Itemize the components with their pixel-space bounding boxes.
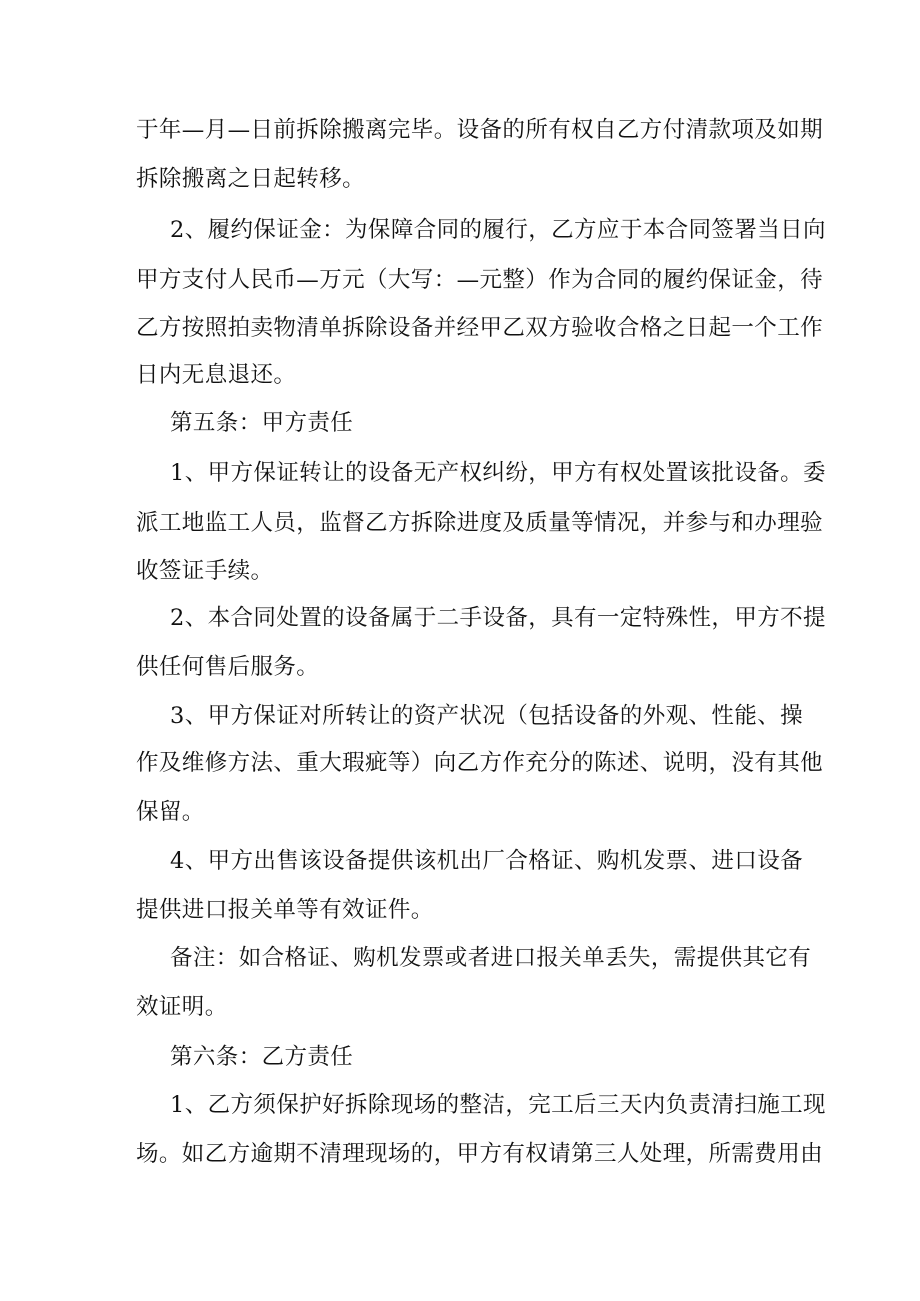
paragraph-start: 3、甲方保证对所转让的资产状况（包括设备的外观、性能、操 (170, 703, 804, 729)
text-line: 乙方按照拍卖物清单拆除设备并经甲乙双方验收合格之日起一个工作 (136, 315, 824, 341)
text-line: 提供进口报关单等有效证件。 (136, 897, 434, 923)
text-line: 于年—月—日前拆除搬离完毕。设备的所有权自乙方付清款项及如期 (136, 117, 824, 143)
text-line: 派工地监工人员，监督乙方拆除进度及质量等情况，并参与和办理验 (136, 510, 824, 536)
paragraph-start: 2、本合同处置的设备属于二手设备，具有一定特殊性，甲方不提 (170, 605, 826, 631)
paragraph-start: 2、履约保证金：为保障合同的履行，乙方应于本合同签署当日向 (170, 217, 826, 243)
text-line: 甲方支付人民币—万元（大写：—元整）作为合同的履约保证金，待 (136, 267, 824, 293)
note-line: 备注：如合格证、购机发票或者进口报关单丢失，需提供其它有 (170, 945, 812, 971)
text-line: 作及维修方法、重大瑕疵等）向乙方作充分的陈述、说明，没有其他 (136, 750, 824, 776)
text-line: 拆除搬离之日起转移。 (136, 166, 366, 192)
text-line: 保留。 (136, 799, 205, 825)
text-line: 日内无息退还。 (136, 362, 297, 388)
paragraph-start: 4、甲方出售该设备提供该机出厂合格证、购机发票、进口设备 (170, 848, 804, 874)
text-line: 收签证手续。 (136, 558, 274, 584)
text-line: 效证明。 (136, 994, 228, 1020)
paragraph-start: 1、乙方须保护好拆除现场的整洁，完工后三天内负责清扫施工现 (170, 1092, 826, 1118)
text-line: 供任何售后服务。 (136, 654, 320, 680)
section-heading: 第六条：乙方责任 (170, 1044, 354, 1070)
section-heading: 第五条：甲方责任 (170, 410, 354, 436)
paragraph-start: 1、甲方保证转让的设备无产权纠纷，甲方有权处置该批设备。委 (170, 460, 826, 486)
text-line: 场。如乙方逾期不清理现场的，甲方有权请第三人处理，所需费用由 (136, 1141, 824, 1167)
